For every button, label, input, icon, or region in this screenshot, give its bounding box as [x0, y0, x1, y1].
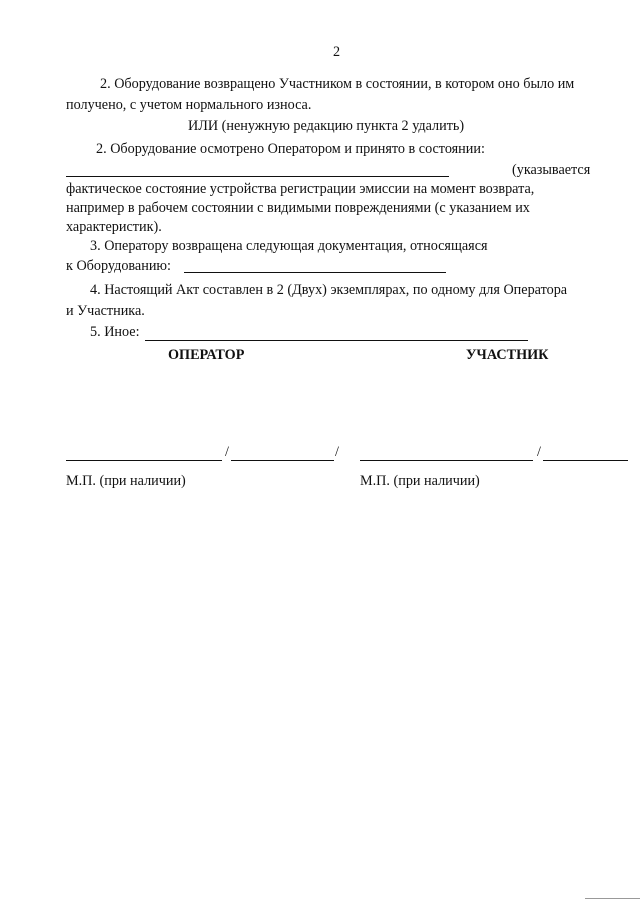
participant-signature-line: [360, 460, 533, 461]
clause-2b-line-3: фактическое состояние устройства регистрации эмиссии на момент возврата,: [66, 181, 535, 197]
participant-title: УЧАСТНИК: [466, 347, 549, 363]
scan-edge-mark: [585, 898, 640, 899]
clause-2a-line-2: получено, с учетом нормального износа.: [66, 97, 312, 113]
clause-2a-line-1: 2. Оборудование возвращено Участником в состоянии, в котором оно было им: [100, 76, 575, 92]
operator-slash-1: /: [225, 444, 229, 460]
operator-name-line: [231, 460, 334, 461]
page-number: 2: [333, 44, 341, 60]
operator-stamp-note: М.П. (при наличии): [66, 473, 186, 489]
participant-name-line: [543, 460, 628, 461]
operator-signature-line: [66, 460, 222, 461]
operator-slash-2: /: [335, 444, 339, 460]
clause-4-line-1: 4. Настоящий Акт составлен в 2 (Двух) экземплярах, по одному для Оператора: [90, 282, 568, 298]
or-note: ИЛИ (ненужную редакцию пункта 2 удалить): [188, 118, 465, 134]
participant-slash: /: [537, 444, 541, 460]
clause-4-line-2: и Участника.: [66, 303, 145, 319]
condition-blank-line: [66, 176, 449, 177]
other-blank-line: [145, 340, 528, 341]
clause-3-line-1: 3. Оператору возвращена следующая документация, относящаяся: [90, 238, 488, 254]
clause-3-line-2: к Оборудованию:: [66, 258, 171, 274]
clause-2b-hint-start: (указывается: [512, 162, 591, 178]
documentation-blank-line: [184, 272, 446, 273]
operator-title: ОПЕРАТОР: [168, 347, 245, 363]
participant-stamp-note: М.П. (при наличии): [360, 473, 480, 489]
clause-2b-line-4: например в рабочем состоянии с видимыми повреждениями (с указанием их: [66, 200, 530, 216]
clause-5-label: 5. Иное:: [90, 324, 140, 340]
clause-2b-line-1: 2. Оборудование осмотрено Оператором и принято в состоянии:: [96, 141, 485, 157]
clause-2b-line-5: характеристик).: [66, 219, 162, 235]
